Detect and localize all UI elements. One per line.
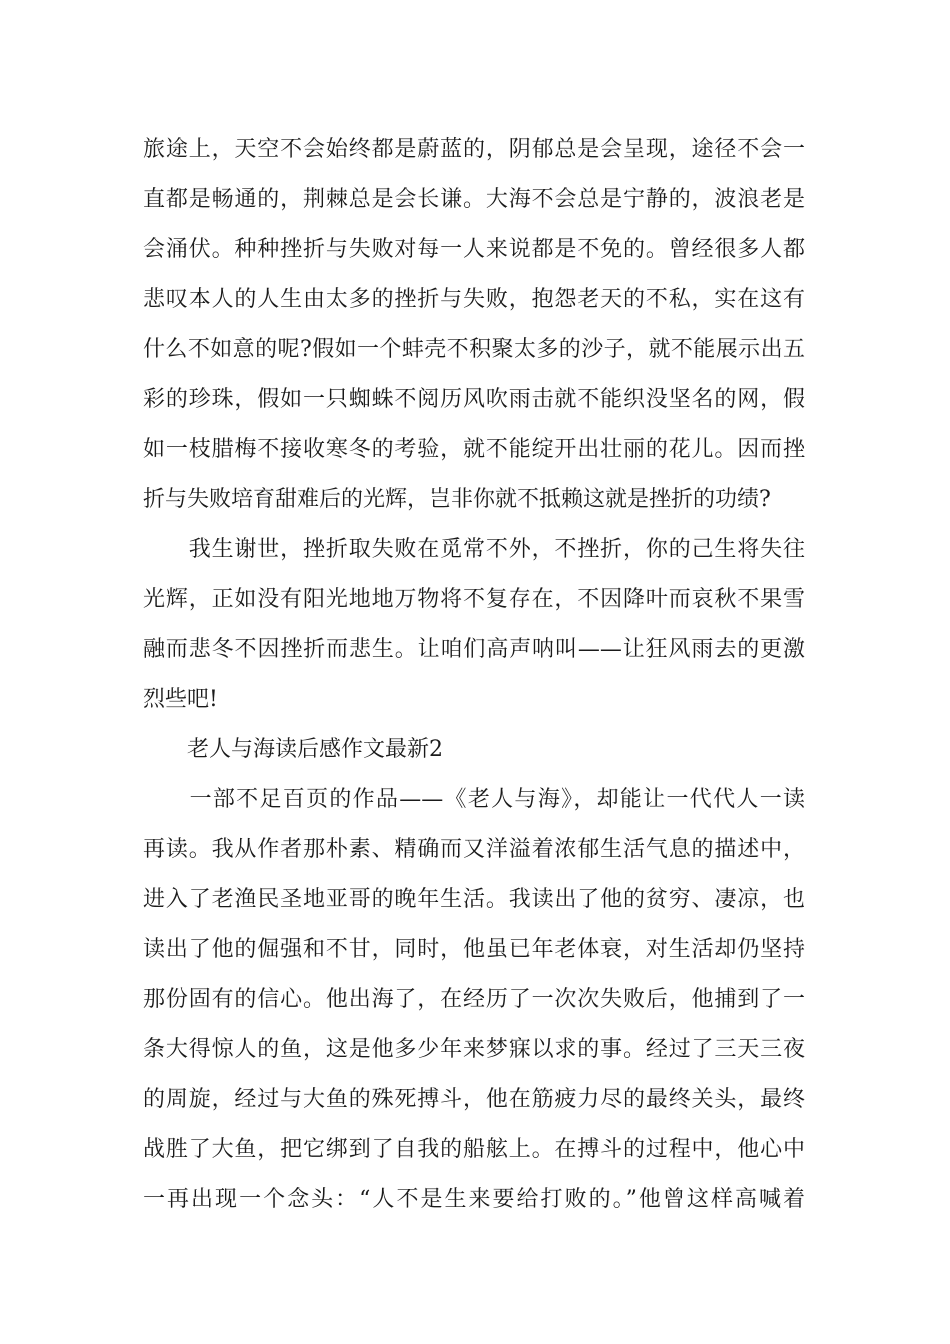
text-line: 一再出现一个念头：“人不是生来要给打败的。”他曾这样高喊着 bbox=[143, 1187, 805, 1212]
text-line: 读出了他的倔强和不甘，同时，他虽已年老体衰，对生活却仍坚持 bbox=[143, 937, 805, 962]
text-line: 如一枝腊梅不接收寒冬的考验，就不能绽开出壮丽的花儿。因而挫 bbox=[143, 437, 805, 462]
text-line: 战胜了大鱼，把它绑到了自我的船舷上。在搏斗的过程中，他心中 bbox=[143, 1137, 805, 1162]
text-line: 光辉，正如没有阳光地地万物将不复存在，不因降叶而哀秋不果雪 bbox=[143, 587, 805, 612]
paragraph-first-line: 一部不足百页的作品——《老人与海》，却能让一代代人一读 bbox=[143, 787, 805, 812]
text-line: 进入了老渔民圣地亚哥的晚年生活。我读出了他的贫穷、凄凉，也 bbox=[143, 887, 805, 912]
text-line: 再读。我从作者那朴素、精确而又洋溢着浓郁生活气息的描述中， bbox=[143, 837, 805, 862]
paragraph-first-line: 我生谢世，挫折取失败在觅常不外，不挫折，你的己生将失往 bbox=[143, 537, 805, 562]
text-line: 的周旋，经过与大鱼的殊死搏斗，他在筋疲力尽的最终关头，最终 bbox=[143, 1087, 805, 1112]
text-line: 烈些吧! bbox=[143, 687, 218, 712]
text-line: 彩的珍珠，假如一只蜘蛛不阅历风吹雨击就不能织没坚名的网，假 bbox=[143, 387, 805, 412]
text-line: 旅途上，天空不会始终都是蔚蓝的，阴郁总是会呈现，途径不会一 bbox=[143, 137, 805, 162]
section-heading: 老人与海读后感作文最新2 bbox=[143, 737, 443, 762]
text-line: 什么不如意的呢?假如一个蚌壳不积聚太多的沙子，就不能展示出五 bbox=[143, 337, 805, 362]
text-line: 条大得惊人的鱼，这是他多少年来梦寐以求的事。经过了三天三夜 bbox=[143, 1037, 805, 1062]
text-line: 那份固有的信心。他出海了，在经历了一次次失败后，他捕到了一 bbox=[143, 987, 805, 1012]
text-line: 直都是畅通的，荆棘总是会长谦。大海不会总是宁静的，波浪老是 bbox=[143, 187, 805, 212]
text-line: 融而悲冬不因挫折而悲生。让咱们高声呐叫——让狂风雨去的更激 bbox=[143, 637, 805, 662]
text-line: 悲叹本人的人生由太多的挫折与失败，抱怨老天的不私，实在这有 bbox=[143, 287, 805, 312]
text-line: 会涌伏。种种挫折与失败对每一人来说都是不免的。曾经很多人都 bbox=[143, 237, 805, 262]
text-line: 折与失败培育甜难后的光辉，岂非你就不抵赖这就是挫折的功绩? bbox=[143, 487, 771, 512]
